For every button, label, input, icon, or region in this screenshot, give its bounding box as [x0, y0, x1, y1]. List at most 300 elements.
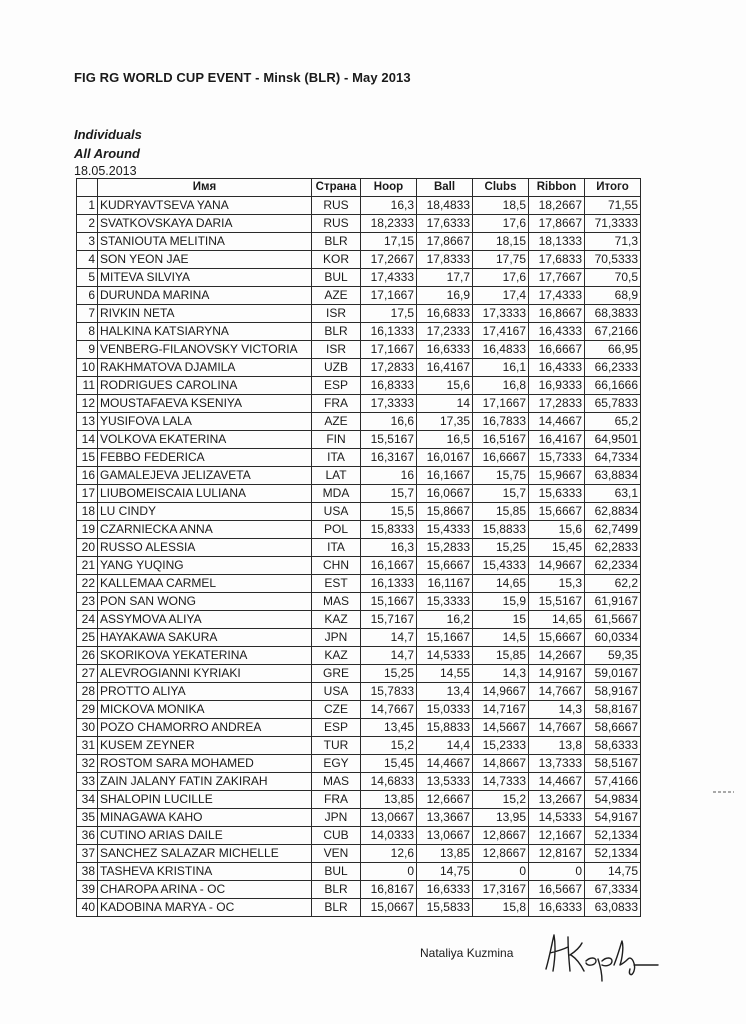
country-cell: BUL	[312, 269, 361, 287]
country-cell: BLR	[312, 323, 361, 341]
hoop-score-cell: 17,1667	[361, 287, 417, 305]
table-row	[77, 773, 641, 791]
hoop-score-cell: 15,5	[361, 503, 417, 521]
clubs-score-cell: 12,8667	[473, 845, 529, 863]
table-row	[77, 809, 641, 827]
ribbon-score-cell: 0	[529, 863, 585, 881]
ribbon-score-cell: 14,5333	[529, 809, 585, 827]
hoop-score-cell: 16,1333	[361, 323, 417, 341]
event-heading: All Around	[74, 146, 140, 161]
ball-score-cell: 13,3667	[417, 809, 473, 827]
ribbon-score-cell: 16,6667	[529, 341, 585, 359]
category-heading: Individuals	[74, 127, 142, 142]
total-score-cell: 60,0334	[585, 629, 641, 647]
table-row	[77, 359, 641, 377]
rank-cell: 37	[77, 845, 98, 863]
clubs-score-cell: 15,7	[473, 485, 529, 503]
country-cell: VEN	[312, 845, 361, 863]
total-score-cell: 70,5333	[585, 251, 641, 269]
total-score-cell: 66,2333	[585, 359, 641, 377]
rank-cell: 8	[77, 323, 98, 341]
table-row	[77, 485, 641, 503]
table-row	[77, 611, 641, 629]
total-score-cell: 67,2166	[585, 323, 641, 341]
table-row	[77, 737, 641, 755]
total-score-cell: 67,3334	[585, 881, 641, 899]
ball-score-cell: 18,4833	[417, 197, 473, 215]
athlete-name-cell: ALEVROGIANNI KYRIAKI	[98, 665, 312, 683]
hoop-score-cell: 17,5	[361, 305, 417, 323]
ball-score-cell: 16,0167	[417, 449, 473, 467]
ribbon-score-cell: 13,2667	[529, 791, 585, 809]
country-cell: ESP	[312, 719, 361, 737]
table-row	[77, 269, 641, 287]
ball-score-cell: 17,2333	[417, 323, 473, 341]
event-date: 18.05.2013	[74, 164, 137, 178]
ribbon-score-cell: 15,6333	[529, 485, 585, 503]
rank-cell: 40	[77, 899, 98, 917]
table-row	[77, 287, 641, 305]
total-score-cell: 58,6333	[585, 737, 641, 755]
rank-cell: 13	[77, 413, 98, 431]
ribbon-score-cell: 17,7667	[529, 269, 585, 287]
country-cell: MAS	[312, 773, 361, 791]
athlete-name-cell: POZO CHAMORRO ANDREA	[98, 719, 312, 737]
ball-score-cell: 17,6333	[417, 215, 473, 233]
ribbon-score-cell: 16,6333	[529, 899, 585, 917]
ball-score-cell: 16,0667	[417, 485, 473, 503]
table-row	[77, 881, 641, 899]
rank-cell: 2	[77, 215, 98, 233]
rank-cell: 10	[77, 359, 98, 377]
header-clubs: Clubs	[473, 179, 529, 197]
rank-cell: 33	[77, 773, 98, 791]
ball-score-cell: 14,4	[417, 737, 473, 755]
hoop-score-cell: 15,1667	[361, 593, 417, 611]
hoop-score-cell: 17,2833	[361, 359, 417, 377]
clubs-score-cell: 14,7333	[473, 773, 529, 791]
athlete-name-cell: SVATKOVSKAYA DARIA	[98, 215, 312, 233]
total-score-cell: 65,2	[585, 413, 641, 431]
athlete-name-cell: FEBBO FEDERICA	[98, 449, 312, 467]
total-score-cell: 62,2833	[585, 539, 641, 557]
country-cell: FIN	[312, 431, 361, 449]
ball-score-cell: 16,1667	[417, 467, 473, 485]
total-score-cell: 65,7833	[585, 395, 641, 413]
handwritten-signature	[540, 925, 660, 985]
ribbon-score-cell: 14,9667	[529, 557, 585, 575]
ribbon-score-cell: 14,3	[529, 701, 585, 719]
rank-cell: 15	[77, 449, 98, 467]
athlete-name-cell: ROSTOM SARA MOHAMED	[98, 755, 312, 773]
rank-cell: 26	[77, 647, 98, 665]
ball-score-cell: 16,1167	[417, 575, 473, 593]
hoop-score-cell: 16,3	[361, 197, 417, 215]
country-cell: ISR	[312, 341, 361, 359]
hoop-score-cell: 15,7833	[361, 683, 417, 701]
hoop-score-cell: 14,7667	[361, 701, 417, 719]
table-row	[77, 395, 641, 413]
ribbon-score-cell: 14,7667	[529, 683, 585, 701]
ribbon-score-cell: 14,65	[529, 611, 585, 629]
country-cell: JPN	[312, 809, 361, 827]
rank-cell: 25	[77, 629, 98, 647]
athlete-name-cell: RODRIGUES CAROLINA	[98, 377, 312, 395]
total-score-cell: 62,2334	[585, 557, 641, 575]
ball-score-cell: 15,5833	[417, 899, 473, 917]
total-score-cell: 71,3333	[585, 215, 641, 233]
country-cell: FRA	[312, 395, 361, 413]
clubs-score-cell: 14,7167	[473, 701, 529, 719]
clubs-score-cell: 17,4167	[473, 323, 529, 341]
table-row	[77, 539, 641, 557]
ribbon-score-cell: 17,8667	[529, 215, 585, 233]
country-cell: ITA	[312, 539, 361, 557]
clubs-score-cell: 16,8	[473, 377, 529, 395]
athlete-name-cell: KALLEMAA CARMEL	[98, 575, 312, 593]
athlete-name-cell: SKORIKOVA YEKATERINA	[98, 647, 312, 665]
rank-cell: 32	[77, 755, 98, 773]
total-score-cell: 52,1334	[585, 827, 641, 845]
athlete-name-cell: RUSSO ALESSIA	[98, 539, 312, 557]
table-row	[77, 503, 641, 521]
rank-cell: 1	[77, 197, 98, 215]
total-score-cell: 58,5167	[585, 755, 641, 773]
total-score-cell: 54,9167	[585, 809, 641, 827]
total-score-cell: 66,95	[585, 341, 641, 359]
ribbon-score-cell: 15,6	[529, 521, 585, 539]
hoop-score-cell: 15,8333	[361, 521, 417, 539]
clubs-score-cell: 15,85	[473, 503, 529, 521]
ball-score-cell: 16,2	[417, 611, 473, 629]
country-cell: KAZ	[312, 647, 361, 665]
athlete-name-cell: MICKOVA MONIKA	[98, 701, 312, 719]
ribbon-score-cell: 18,1333	[529, 233, 585, 251]
country-cell: JPN	[312, 629, 361, 647]
hoop-score-cell: 16,8167	[361, 881, 417, 899]
table-row	[77, 827, 641, 845]
country-cell: GRE	[312, 665, 361, 683]
total-score-cell: 62,8834	[585, 503, 641, 521]
country-cell: ISR	[312, 305, 361, 323]
ball-score-cell: 14,5333	[417, 647, 473, 665]
total-score-cell: 63,1	[585, 485, 641, 503]
hoop-score-cell: 17,3333	[361, 395, 417, 413]
table-row	[77, 413, 641, 431]
clubs-score-cell: 17,6	[473, 215, 529, 233]
table-row	[77, 665, 641, 683]
athlete-name-cell: ZAIN JALANY FATIN ZAKIRAH	[98, 773, 312, 791]
clubs-score-cell: 16,4833	[473, 341, 529, 359]
country-cell: USA	[312, 503, 361, 521]
country-cell: AZE	[312, 287, 361, 305]
athlete-name-cell: CUTINO ARIAS DAILE	[98, 827, 312, 845]
table-row	[77, 701, 641, 719]
rank-cell: 6	[77, 287, 98, 305]
hoop-score-cell: 15,0667	[361, 899, 417, 917]
table-row	[77, 863, 641, 881]
table-row	[77, 791, 641, 809]
clubs-score-cell: 0	[473, 863, 529, 881]
athlete-name-cell: SON YEON JAE	[98, 251, 312, 269]
hoop-score-cell: 17,4333	[361, 269, 417, 287]
ball-score-cell: 17,35	[417, 413, 473, 431]
ball-score-cell: 17,8333	[417, 251, 473, 269]
athlete-name-cell: KADOBINA MARYA - OC	[98, 899, 312, 917]
total-score-cell: 70,5	[585, 269, 641, 287]
hoop-score-cell: 16,1667	[361, 557, 417, 575]
table-row	[77, 899, 641, 917]
total-score-cell: 54,9834	[585, 791, 641, 809]
clubs-score-cell: 17,3333	[473, 305, 529, 323]
total-score-cell: 63,8834	[585, 467, 641, 485]
table-row	[77, 593, 641, 611]
athlete-name-cell: YUSIFOVA LALA	[98, 413, 312, 431]
clubs-score-cell: 15,8	[473, 899, 529, 917]
ribbon-score-cell: 16,4333	[529, 359, 585, 377]
total-score-cell: 58,6667	[585, 719, 641, 737]
clubs-score-cell: 16,1	[473, 359, 529, 377]
rank-cell: 5	[77, 269, 98, 287]
ball-score-cell: 16,6333	[417, 341, 473, 359]
rank-cell: 21	[77, 557, 98, 575]
hoop-score-cell: 13,0667	[361, 809, 417, 827]
athlete-name-cell: KUDRYAVTSEVA YANA	[98, 197, 312, 215]
ball-score-cell: 13,5333	[417, 773, 473, 791]
ribbon-score-cell: 14,2667	[529, 647, 585, 665]
rank-cell: 27	[77, 665, 98, 683]
ball-score-cell: 15,0333	[417, 701, 473, 719]
clubs-score-cell: 15,2	[473, 791, 529, 809]
country-cell: BUL	[312, 863, 361, 881]
table-row	[77, 377, 641, 395]
table-row	[77, 719, 641, 737]
athlete-name-cell: ASSYMOVA ALIYA	[98, 611, 312, 629]
rank-cell: 28	[77, 683, 98, 701]
ball-score-cell: 16,6833	[417, 305, 473, 323]
ribbon-score-cell: 18,2667	[529, 197, 585, 215]
ribbon-score-cell: 16,8667	[529, 305, 585, 323]
rank-cell: 16	[77, 467, 98, 485]
header-hoop: Hoop	[361, 179, 417, 197]
hoop-score-cell: 16,6	[361, 413, 417, 431]
table-row	[77, 215, 641, 233]
ball-score-cell: 17,8667	[417, 233, 473, 251]
hoop-score-cell: 14,0333	[361, 827, 417, 845]
athlete-name-cell: CHAROPA ARINA - OC	[98, 881, 312, 899]
clubs-score-cell: 15,75	[473, 467, 529, 485]
clubs-score-cell: 17,4	[473, 287, 529, 305]
ribbon-score-cell: 15,9667	[529, 467, 585, 485]
athlete-name-cell: MINAGAWA KAHO	[98, 809, 312, 827]
total-score-cell: 59,0167	[585, 665, 641, 683]
rank-cell: 23	[77, 593, 98, 611]
rank-cell: 14	[77, 431, 98, 449]
table-row	[77, 305, 641, 323]
table-row	[77, 251, 641, 269]
total-score-cell: 62,2	[585, 575, 641, 593]
table-row	[77, 647, 641, 665]
clubs-score-cell: 14,9667	[473, 683, 529, 701]
ribbon-score-cell: 14,4667	[529, 773, 585, 791]
clubs-score-cell: 14,3	[473, 665, 529, 683]
hoop-score-cell: 15,7	[361, 485, 417, 503]
country-cell: FRA	[312, 791, 361, 809]
country-cell: LAT	[312, 467, 361, 485]
results-header-row	[77, 179, 641, 197]
total-score-cell: 71,55	[585, 197, 641, 215]
clubs-score-cell: 15,85	[473, 647, 529, 665]
country-cell: CHN	[312, 557, 361, 575]
athlete-name-cell: LIUBOMEISCAIA LULIANA	[98, 485, 312, 503]
country-cell: TUR	[312, 737, 361, 755]
rank-cell: 35	[77, 809, 98, 827]
athlete-name-cell: TASHEVA KRISTINA	[98, 863, 312, 881]
ribbon-score-cell: 17,2833	[529, 395, 585, 413]
athlete-name-cell: PON SAN WONG	[98, 593, 312, 611]
ribbon-score-cell: 12,1667	[529, 827, 585, 845]
hoop-score-cell: 13,85	[361, 791, 417, 809]
total-score-cell: 64,9501	[585, 431, 641, 449]
hoop-score-cell: 15,45	[361, 755, 417, 773]
hoop-score-cell: 14,6833	[361, 773, 417, 791]
rank-cell: 36	[77, 827, 98, 845]
clubs-score-cell: 16,6667	[473, 449, 529, 467]
total-score-cell: 63,0833	[585, 899, 641, 917]
country-cell: EGY	[312, 755, 361, 773]
rank-cell: 11	[77, 377, 98, 395]
athlete-name-cell: DURUNDA MARINA	[98, 287, 312, 305]
clubs-score-cell: 16,7833	[473, 413, 529, 431]
rank-cell: 7	[77, 305, 98, 323]
table-row	[77, 323, 641, 341]
header-country: Страна	[312, 179, 361, 197]
athlete-name-cell: VENBERG-FILANOVSKY VICTORIA	[98, 341, 312, 359]
ribbon-score-cell: 16,9333	[529, 377, 585, 395]
clubs-score-cell: 17,1667	[473, 395, 529, 413]
athlete-name-cell: RIVKIN NETA	[98, 305, 312, 323]
ribbon-score-cell: 17,4333	[529, 287, 585, 305]
table-row	[77, 197, 641, 215]
table-row	[77, 449, 641, 467]
ball-score-cell: 13,4	[417, 683, 473, 701]
country-cell: BLR	[312, 881, 361, 899]
ball-score-cell: 12,6667	[417, 791, 473, 809]
clubs-score-cell: 15,9	[473, 593, 529, 611]
total-score-cell: 64,7334	[585, 449, 641, 467]
rank-cell: 24	[77, 611, 98, 629]
rank-cell: 38	[77, 863, 98, 881]
rank-cell: 17	[77, 485, 98, 503]
clubs-score-cell: 15,4333	[473, 557, 529, 575]
clubs-score-cell: 13,95	[473, 809, 529, 827]
table-row	[77, 629, 641, 647]
athlete-name-cell: CZARNIECKA ANNA	[98, 521, 312, 539]
clubs-score-cell: 14,5667	[473, 719, 529, 737]
athlete-name-cell: RAKHMATOVA DJAMILA	[98, 359, 312, 377]
country-cell: CUB	[312, 827, 361, 845]
athlete-name-cell: KUSEM ZEYNER	[98, 737, 312, 755]
ball-score-cell: 17,7	[417, 269, 473, 287]
total-score-cell: 59,35	[585, 647, 641, 665]
ribbon-score-cell: 16,4167	[529, 431, 585, 449]
ball-score-cell: 16,4167	[417, 359, 473, 377]
ball-score-cell: 15,6	[417, 377, 473, 395]
ball-score-cell: 15,1667	[417, 629, 473, 647]
rank-cell: 22	[77, 575, 98, 593]
athlete-name-cell: MITEVA SILVIYA	[98, 269, 312, 287]
hoop-score-cell: 16,1333	[361, 575, 417, 593]
hoop-score-cell: 14,7	[361, 647, 417, 665]
table-row	[77, 683, 641, 701]
header-name: Имя	[98, 179, 312, 197]
clubs-score-cell: 18,5	[473, 197, 529, 215]
clubs-score-cell: 16,5167	[473, 431, 529, 449]
header-ribbon: Ribbon	[529, 179, 585, 197]
country-cell: POL	[312, 521, 361, 539]
rank-cell: 20	[77, 539, 98, 557]
ball-score-cell: 15,3333	[417, 593, 473, 611]
table-row	[77, 755, 641, 773]
rank-cell: 39	[77, 881, 98, 899]
ribbon-score-cell: 16,4333	[529, 323, 585, 341]
ball-score-cell: 15,8667	[417, 503, 473, 521]
clubs-score-cell: 17,3167	[473, 881, 529, 899]
hoop-score-cell: 15,5167	[361, 431, 417, 449]
hoop-score-cell: 14,7	[361, 629, 417, 647]
total-score-cell: 71,3	[585, 233, 641, 251]
header-ball: Ball	[417, 179, 473, 197]
signer-name: Nataliya Kuzmina	[420, 946, 514, 960]
athlete-name-cell: MOUSTAFAEVA KSENIYA	[98, 395, 312, 413]
athlete-name-cell: VOLKOVA EKATERINA	[98, 431, 312, 449]
hoop-score-cell: 0	[361, 863, 417, 881]
athlete-name-cell: PROTTO ALIYA	[98, 683, 312, 701]
country-cell: BLR	[312, 233, 361, 251]
hoop-score-cell: 17,15	[361, 233, 417, 251]
rank-cell: 19	[77, 521, 98, 539]
rank-cell: 30	[77, 719, 98, 737]
ball-score-cell: 15,6667	[417, 557, 473, 575]
country-cell: UZB	[312, 359, 361, 377]
ball-score-cell: 14,55	[417, 665, 473, 683]
ribbon-score-cell: 15,45	[529, 539, 585, 557]
clubs-score-cell: 15,2333	[473, 737, 529, 755]
country-cell: RUS	[312, 197, 361, 215]
total-score-cell: 57,4166	[585, 773, 641, 791]
rank-cell: 31	[77, 737, 98, 755]
hoop-score-cell: 16,8333	[361, 377, 417, 395]
country-cell: AZE	[312, 413, 361, 431]
ribbon-score-cell: 14,4667	[529, 413, 585, 431]
rank-cell: 12	[77, 395, 98, 413]
rank-cell: 3	[77, 233, 98, 251]
ball-score-cell: 16,5	[417, 431, 473, 449]
hoop-score-cell: 15,25	[361, 665, 417, 683]
rank-cell: 29	[77, 701, 98, 719]
hoop-score-cell: 15,2	[361, 737, 417, 755]
ball-score-cell: 16,9	[417, 287, 473, 305]
hoop-score-cell: 16,3167	[361, 449, 417, 467]
athlete-name-cell: SHALOPIN LUCILLE	[98, 791, 312, 809]
country-cell: ITA	[312, 449, 361, 467]
total-score-cell: 52,1334	[585, 845, 641, 863]
clubs-score-cell: 14,8667	[473, 755, 529, 773]
country-cell: RUS	[312, 215, 361, 233]
rank-cell: 34	[77, 791, 98, 809]
total-score-cell: 61,9167	[585, 593, 641, 611]
ribbon-score-cell: 15,5167	[529, 593, 585, 611]
